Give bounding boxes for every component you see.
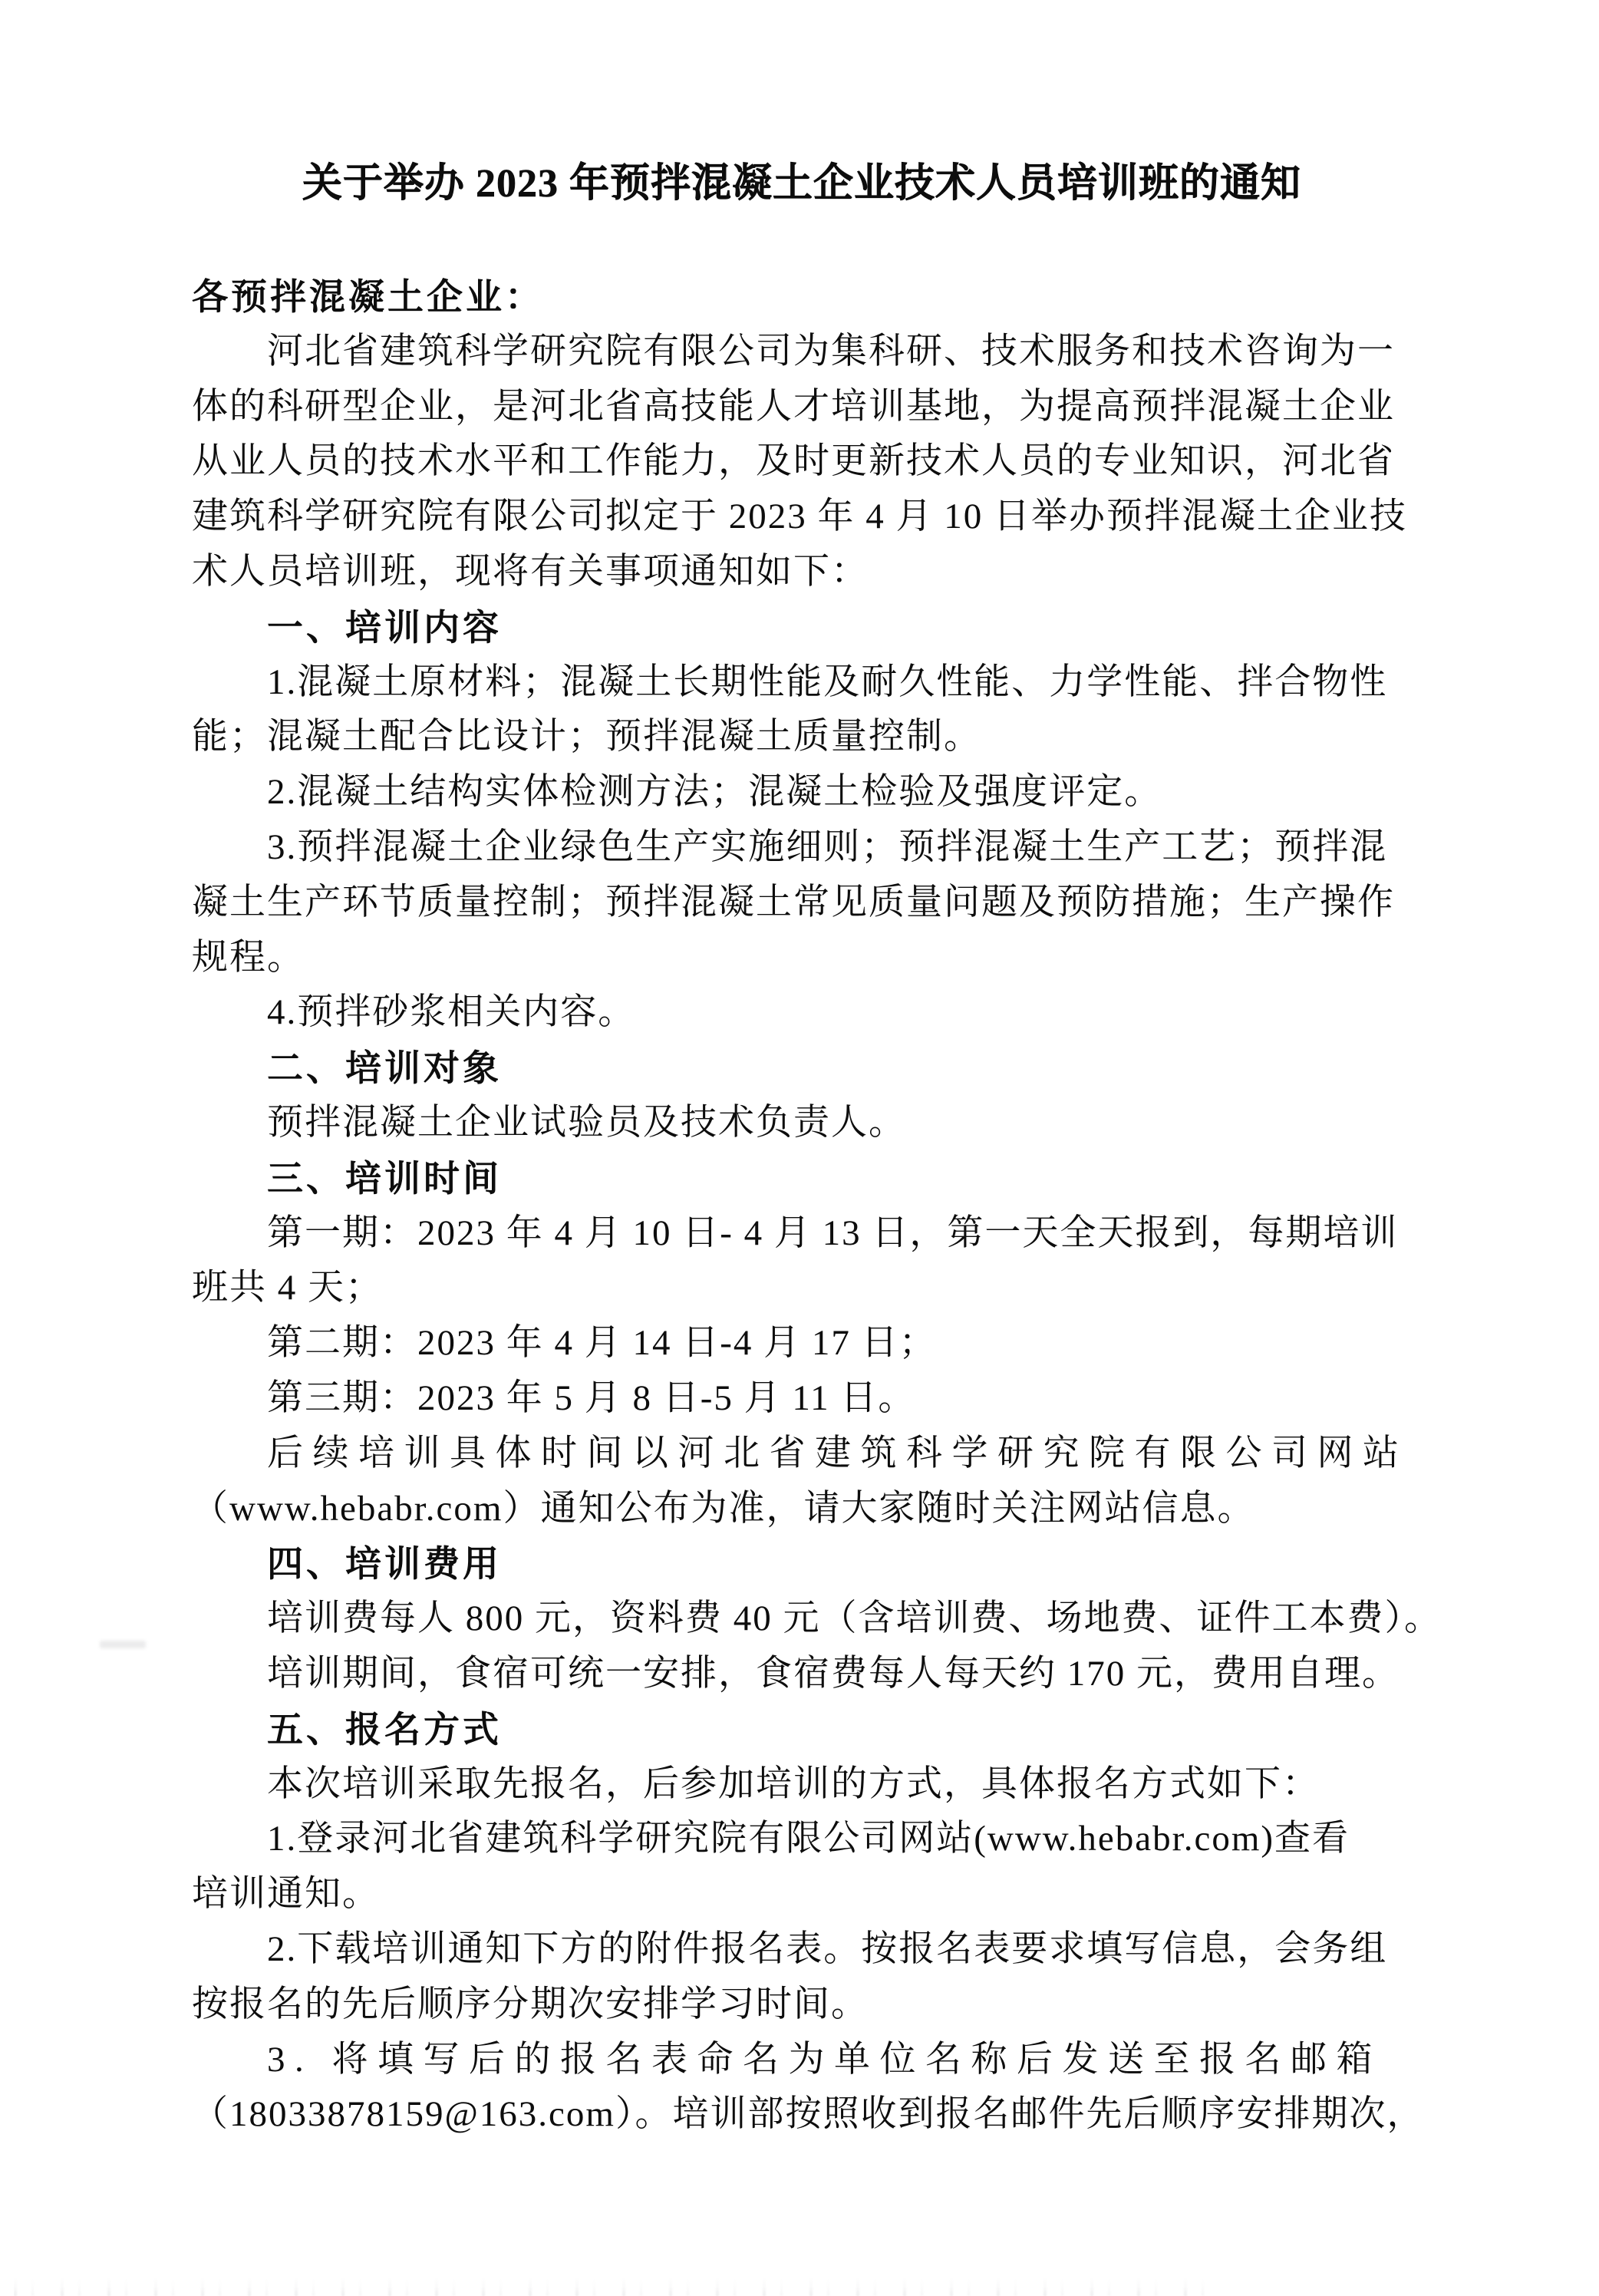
text-line: 培训期间，食宿可统一安排，食宿费每人每天约 170 元，费用自理。 <box>267 1653 1400 1694</box>
text-line: 规程。 <box>192 937 305 978</box>
text-line: 五、报名方式 <box>267 1708 502 1750</box>
text-line: （18033878159@163.com）。培训部按照收到报名邮件先后顺序安排期次， <box>192 2094 1425 2135</box>
text-line: 本次培训采取先报名，后参加培训的方式，具体报名方式如下： <box>267 1763 1320 1804</box>
text-line: 3.预拌混凝土企业绿色生产实施细则；预拌混凝土生产工艺；预拌混 <box>267 826 1388 867</box>
scan-smudge <box>100 1641 146 1648</box>
text-line: 河北省建筑科学研究院有限公司为集科研、技术服务和技术咨询为一 <box>267 331 1395 371</box>
text-line: 体的科研型企业，是河北省高技能人才培训基地，为提高预拌混凝土企业 <box>192 386 1395 427</box>
text-line: 建筑科学研究院有限公司拟定于 2023 年 4 月 10 日举办预拌混凝土企业技 <box>192 496 1407 537</box>
document-title: 关于举办 2023 年预拌混凝土企业技术人员培训班的通知 <box>302 162 1301 206</box>
document-content <box>192 157 1442 2143</box>
text-line: 1.混凝土原材料；混凝土长期性能及耐久性能、力学性能、拌合物性 <box>267 661 1388 702</box>
text-line: （www.hebabr.com）通知公布为准，请大家随时关注网站信息。 <box>192 1488 1255 1529</box>
text-line: 能；混凝土配合比设计；预拌混凝土质量控制。 <box>192 717 981 757</box>
text-line: 后续培训具体时间以河北省建筑科学研究院有限公司网站 <box>267 1433 1409 1473</box>
text-line: 第二期：2023 年 4 月 14 日-4 月 17 日； <box>267 1323 937 1364</box>
text-line: 按报名的先后顺序分期次安排学习时间。 <box>192 1984 869 2024</box>
text-line: 一、培训内容 <box>267 606 502 648</box>
document-body <box>192 269 1442 2143</box>
text-line: 班共 4 天； <box>192 1268 383 1308</box>
text-line: 培训通知。 <box>192 1874 380 1915</box>
text-line: 从业人员的技术水平和工作能力，及时更新技术人员的专业知识，河北省 <box>192 441 1395 482</box>
text-line: 1.登录河北省建筑科学研究院有限公司网站(www.hebabr.com)查看 <box>267 1819 1350 1859</box>
text-line: 凝土生产环节质量控制；预拌混凝土常见质量问题及预防措施；生产操作 <box>192 882 1395 922</box>
text-line: 第三期：2023 年 5 月 8 日-5 月 11 日。 <box>267 1377 916 1418</box>
text-line: 预拌混凝土企业试验员及技术负责人。 <box>267 1102 906 1143</box>
text-line: 术人员培训班，现将有关事项通知如下： <box>192 551 869 592</box>
text-line: 二、培训对象 <box>267 1047 502 1089</box>
bottom-scan-artifact <box>14 2276 1211 2296</box>
text-line: 3. 将填写后的报名表命名为单位名称后发送至报名邮箱 <box>267 2039 1382 2080</box>
text-line: 培训费每人 800 元，资料费 40 元（含培训费、场地费、证件工本费）。 <box>267 1598 1442 1639</box>
text-line: 4.预拌砂浆相关内容。 <box>267 992 636 1033</box>
text-line: 2.下载培训通知下方的附件报名表。按报名表要求填写信息，会务组 <box>267 1928 1388 1969</box>
text-line: 2.混凝土结构实体检测方法；混凝土检验及强度评定。 <box>267 772 1162 813</box>
text-line: 第一期：2023 年 4 月 10 日- 4 月 13 日，第一天全天报到，每期培训 <box>267 1212 1399 1253</box>
text-line: 各预拌混凝土企业： <box>192 276 544 317</box>
text-line: 三、培训时间 <box>267 1157 502 1199</box>
text-line: 四、培训费用 <box>267 1543 502 1585</box>
